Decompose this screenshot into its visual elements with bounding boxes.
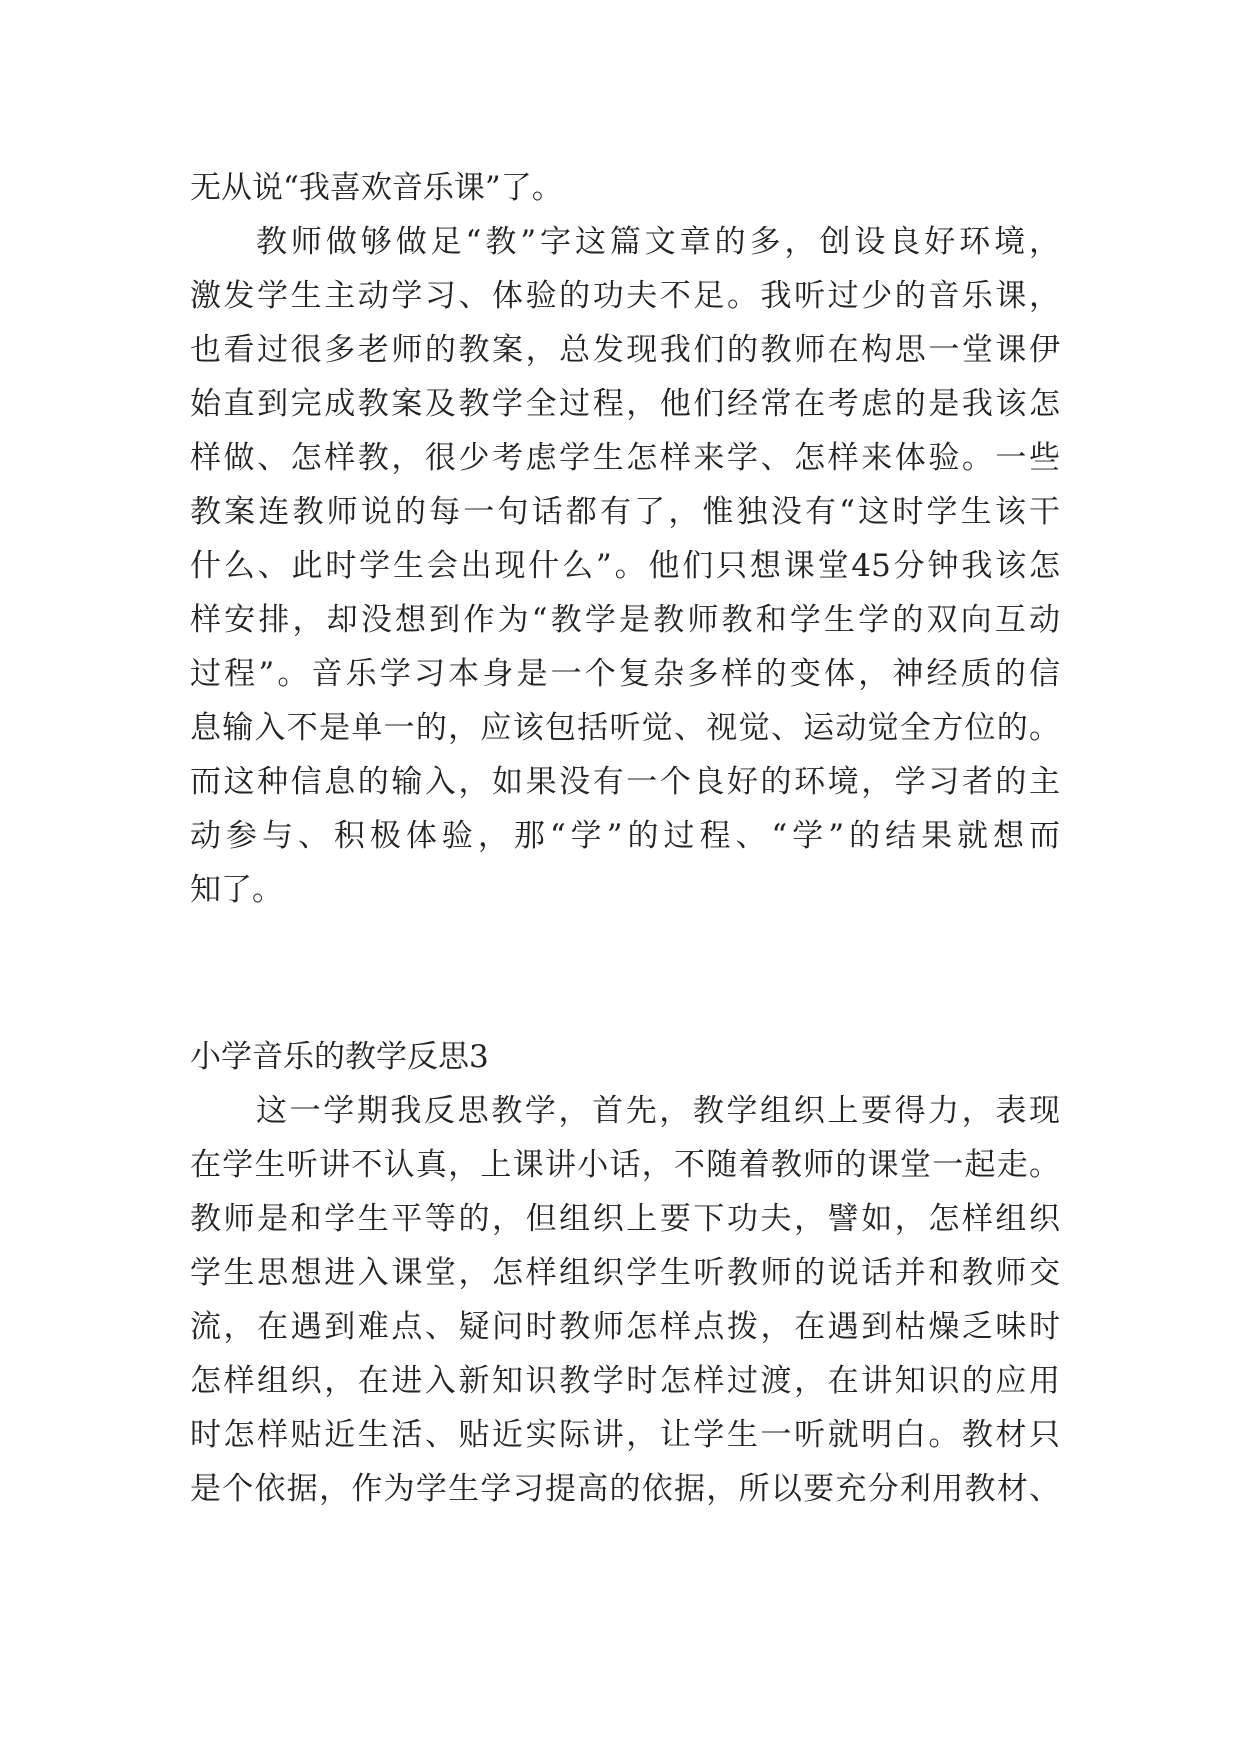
paragraph-line: 而这种信息的输入，如果没有一个良好的环境，学习者的主 [190,764,1060,800]
paragraph-line: 怎样组织，在进入新知识教学时怎样过渡，在讲知识的应用 [190,1363,1060,1399]
paragraph-line: 教师是和学生平等的，但组织上要下功夫，譬如，怎样组织 [190,1201,1060,1237]
paragraph-line: 是个依据，作为学生学习提高的依据，所以要充分利用教材、 [190,1471,1060,1507]
paragraph-line: 什么、此时学生会出现什么”。他们只想课堂45分钟我该怎 [190,548,1060,584]
paragraph-line: 息输入不是单一的，应该包括听觉、视觉、运动觉全方位的。 [190,710,1060,746]
paragraph-line: 时怎样贴近生活、贴近实际讲，让学生一听就明白。教材只 [190,1417,1060,1453]
section-heading: 小学音乐的教学反思3 [190,1039,489,1075]
paragraph-line: 教师做够做足“教”字这篇文章的多，创设良好环境， [256,224,1060,260]
paragraph-line: 激发学生主动学习、体验的功夫不足。我听过少的音乐课， [190,278,1060,314]
paragraph-line: 知了。 [190,872,283,908]
paragraph-line: 学生思想进入课堂，怎样组织学生听教师的说话并和教师交 [190,1255,1060,1291]
section-1-body [190,161,1060,917]
paragraph-line: 教案连教师说的每一句话都有了，惟独没有“这时学生该干 [190,494,1060,530]
paragraph-line: 在学生听讲不认真，上课讲小话，不随着教师的课堂一起走。 [190,1147,1060,1183]
paragraph-line: 过程”。音乐学习本身是一个复杂多样的变体，神经质的信 [190,656,1060,692]
paragraph-line: 样安排，却没想到作为“教学是教师教和学生学的双向互动 [190,602,1060,638]
section-2-body [190,1030,1060,1516]
paragraph-line: 样做、怎样教，很少考虑学生怎样来学、怎样来体验。一些 [190,440,1060,476]
paragraph-line: 无从说“我喜欢音乐课”了。 [190,170,563,206]
paragraph-line: 始直到完成教案及教学全过程，他们经常在考虑的是我该怎 [190,386,1060,422]
paragraph-line: 流，在遇到难点、疑问时教师怎样点拨，在遇到枯燥乏味时 [190,1309,1060,1345]
paragraph-line: 动参与、积极体验，那“学”的过程、“学”的结果就想而 [190,818,1060,854]
paragraph-line: 这一学期我反思教学，首先，教学组织上要得力，表现 [256,1093,1060,1129]
paragraph-line: 也看过很多老师的教案，总发现我们的教师在构思一堂课伊 [190,332,1060,368]
